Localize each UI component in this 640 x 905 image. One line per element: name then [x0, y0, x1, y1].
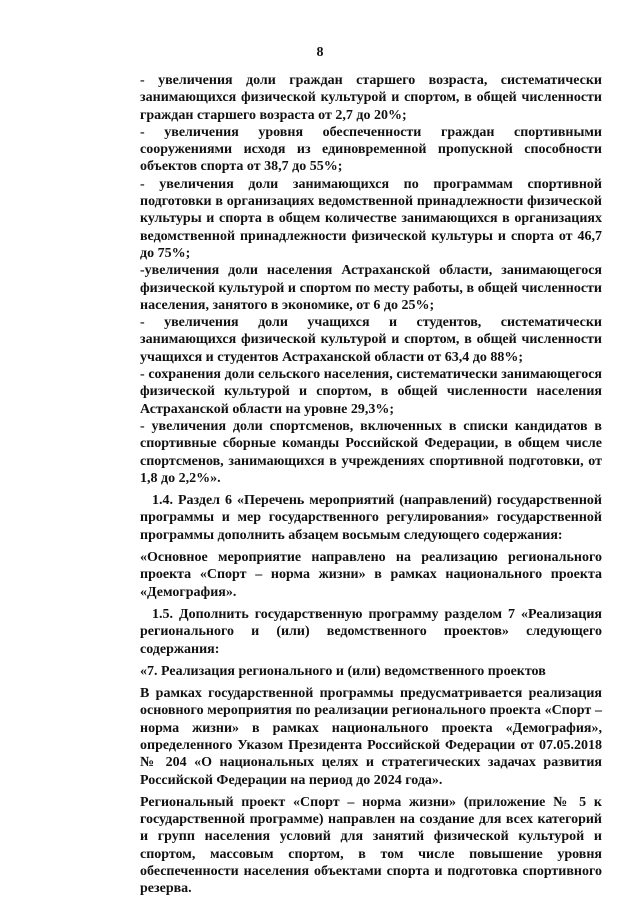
- paragraph-section-1-5: 1.5. Дополнить государственную программу разделом 7 «Реализация регионального и (или) ведомственного проектов» следующего содержания:: [140, 606, 602, 657]
- paragraph-quote-main-event: «Основное мероприятие направлено на реализацию регионального проекта «Спорт – норма жизни» в рамках национального проекта «Демография».: [140, 550, 602, 600]
- paragraph-regional-project: В рамках государственной программы предусматривается реализация основного мероприятия по реализации регионального проекта «Спорт – норма жизни» в рамках национального проекта «Демография», определенного Указом Президента Российской Федерации от 07.05.2018 № 204 «О национальных целях и стратегических задачах развития Российской Федерации на период до 2024 года».: [140, 686, 602, 788]
- paragraph-section-1-4: 1.4. Раздел 6 «Перечень мероприятий (направлений) государственной программы и мер государственного регулирования» государственной программы дополнить абзацем восьмым следующего содержания:: [140, 493, 602, 543]
- paragraph-item-6: - сохранения доли сельского населения, систематически занимающегося физической культурой и спортом, в общей численности населения Астраханской области на уровне 29,3%;: [140, 367, 602, 417]
- paragraph-item-1: - увеличения доли граждан старшего возраста, систематически занимающихся физической культурой и спортом, в общей численности граждан старшего возраста от 2,7 до 20%;: [140, 73, 602, 123]
- paragraph-item-5: - увеличения доли учащихся и студентов, систематически занимающихся физической культурой и спортом, в общей численности учащихся и студентов Астраханской области от 63,4 до 88%;: [140, 315, 602, 365]
- page-number: 8: [316, 45, 324, 60]
- paragraph-item-2: - увеличения уровня обеспеченности граждан спортивными сооружениями исходя из единовременной пропускной способности объектов спорта от 38,7 до 55%;: [140, 124, 602, 175]
- paragraph-item-7: - увеличения доли спортсменов, включенных в списки кандидатов в спортивные сборные команды Российской Федерации, в общем числе спортсменов, занимающихся в учреждениях спортивной подготовки, от 1,8 до 2,2%».: [140, 418, 602, 486]
- paragraph-sport-norm-of-life: Региональный проект «Спорт – норма жизни» (приложение № 5 к государственной программе) направлен на создание для всех категорий и групп населения условий для занятий физической культурой и спортом, массовым спортом, в том числе повышение уровня обеспеченности населения объектами спорта и подготовка спортивного резерва.: [140, 794, 602, 897]
- paragraph-item-3: - увеличения доли занимающихся по программам спортивной подготовки в организациях ведомственной принадлежности физической культуры и спорта в общем количестве занимающихся в организациях ведомственной принадлежности физической культуры и спорта от 46,7 до 75%;: [140, 176, 602, 261]
- document-body: [140, 72, 602, 898]
- section-7-heading: «7. Реализация регионального и (или) ведомственного проектов: [140, 663, 546, 679]
- paragraph-item-4: -увеличения доли населения Астраханской области, занимающегося физической культурой и спортом по месту работы, в общей численности населения, занятого в экономике, от 6 до 25%;: [140, 263, 602, 313]
